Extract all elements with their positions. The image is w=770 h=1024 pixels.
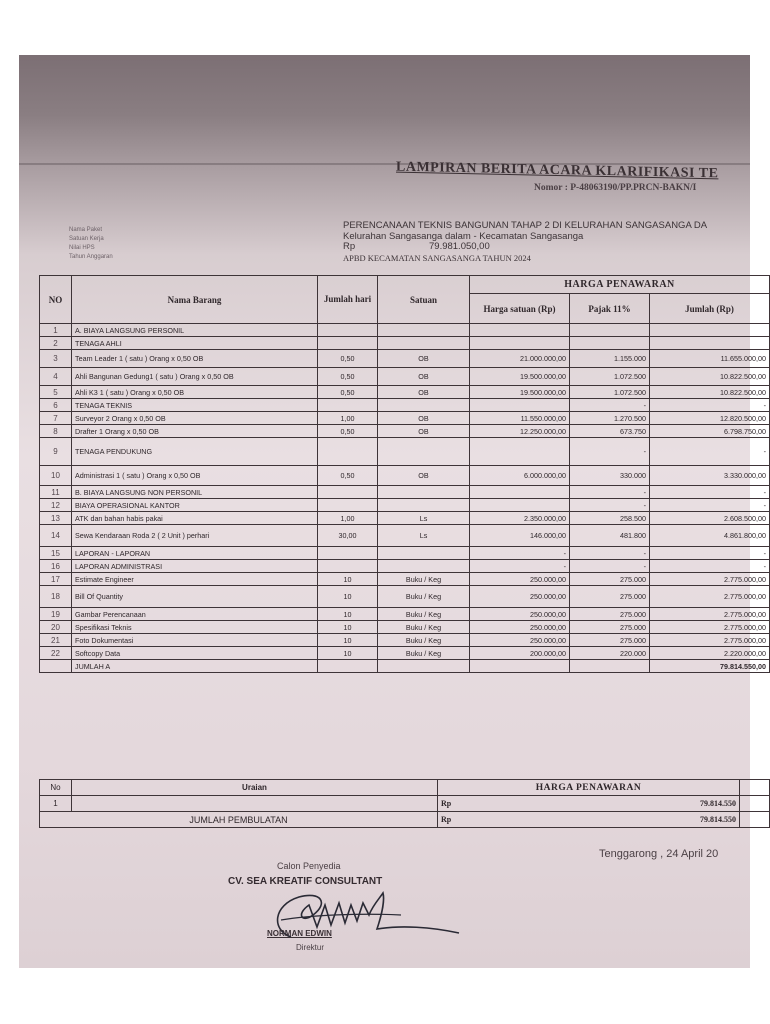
jumlah-cell: 79.814.550,00 <box>650 660 770 673</box>
pajak-cell: 1.155.000 <box>570 350 650 368</box>
summary-edge-cell <box>740 812 770 828</box>
pajak-cell <box>570 660 650 673</box>
item-name-cell: LAPORAN ADMINISTRASI <box>72 560 318 573</box>
jumlah-hari-cell: 1,00 <box>318 512 378 525</box>
satuan-cell <box>378 660 470 673</box>
jumlah-cell: - <box>650 486 770 499</box>
meta-label: Nilai HPS <box>69 245 95 251</box>
table-row <box>40 438 770 466</box>
tahun-anggaran: APBD KECAMATAN SANGASANGA TAHUN 2024 <box>343 252 531 263</box>
jumlah-cell: 12.820.500,00 <box>650 412 770 425</box>
jumlah-hari-cell: 0,50 <box>318 368 378 386</box>
row-number-cell: 8 <box>40 425 72 438</box>
row-number-cell: 17 <box>40 573 72 586</box>
jumlah-cell: 2.220.000,00 <box>650 647 770 660</box>
item-name-cell: Softcopy Data <box>72 647 318 660</box>
satuan-cell <box>378 560 470 573</box>
harga-satuan-cell <box>470 499 570 512</box>
harga-satuan-cell: 11.550.000,00 <box>470 412 570 425</box>
table-body <box>40 324 770 673</box>
hps-value: 79.981.050,00 <box>429 241 490 252</box>
item-name-cell: Surveyor 2 Orang x 0,50 OB <box>72 412 318 425</box>
satuan-cell: Ls <box>378 512 470 525</box>
jumlah-cell <box>650 337 770 350</box>
jumlah-hari-cell: 0,50 <box>318 466 378 486</box>
pajak-cell: 220.000 <box>570 647 650 660</box>
nilai-hps <box>343 242 707 253</box>
item-name-cell: JUMLAH A <box>72 660 318 673</box>
pembulatan-value: 79.814.550 <box>462 812 740 828</box>
satuan-cell: OB <box>378 368 470 386</box>
satuan-cell: Buku / Keg <box>378 608 470 621</box>
jumlah-hari-cell <box>318 486 378 499</box>
satuan-cell: Buku / Keg <box>378 634 470 647</box>
document-title: LAMPIRAN BERITA ACARA KLARIFIKASI TE <box>396 159 719 182</box>
pajak-cell <box>570 324 650 337</box>
jumlah-cell: 2.608.500,00 <box>650 512 770 525</box>
satuan-cell: Buku / Keg <box>378 647 470 660</box>
satuan-cell <box>378 438 470 466</box>
item-name-cell: Bill Of Quantity <box>72 586 318 608</box>
summary-header-harga: HARGA PENAWARAN <box>438 780 740 796</box>
pajak-cell: - <box>570 399 650 412</box>
summary-header-uraian: Uraian <box>72 780 438 796</box>
satuan-cell: Buku / Keg <box>378 586 470 608</box>
jumlah-hari-cell: 10 <box>318 634 378 647</box>
item-name-cell: Team Leader 1 ( satu ) Orang x 0,50 OB <box>72 350 318 368</box>
table-row <box>40 586 770 608</box>
table-row <box>40 634 770 647</box>
row-number-cell: 10 <box>40 466 72 486</box>
item-name-cell: Estimate Engineer <box>72 573 318 586</box>
jumlah-cell: - <box>650 547 770 560</box>
pajak-cell: - <box>570 486 650 499</box>
harga-satuan-cell: 200.000,00 <box>470 647 570 660</box>
header-harga-satuan: Harga satuan (Rp) <box>470 294 570 324</box>
harga-satuan-cell <box>470 324 570 337</box>
satuan-cell: OB <box>378 466 470 486</box>
summary-table <box>39 779 770 828</box>
table-row <box>40 386 770 399</box>
table-row <box>40 608 770 621</box>
harga-satuan-cell: - <box>470 547 570 560</box>
jumlah-hari-cell: 0,50 <box>318 350 378 368</box>
pajak-cell: - <box>570 438 650 466</box>
harga-satuan-cell <box>470 660 570 673</box>
summary-edge-cell <box>740 796 770 812</box>
place-date: Tenggarong , 24 April 20 <box>599 848 719 860</box>
harga-satuan-cell <box>470 399 570 412</box>
jumlah-cell: 3.330.000,00 <box>650 466 770 486</box>
harga-satuan-cell <box>470 486 570 499</box>
meta-label: Tahun Anggaran <box>69 254 113 260</box>
jumlah-hari-cell: 1,00 <box>318 412 378 425</box>
harga-satuan-cell: 19.500.000,00 <box>470 368 570 386</box>
pajak-cell: 275.000 <box>570 573 650 586</box>
harga-satuan-cell: 12.250.000,00 <box>470 425 570 438</box>
jumlah-cell: - <box>650 499 770 512</box>
jumlah-hari-cell <box>318 560 378 573</box>
row-number-cell: 2 <box>40 337 72 350</box>
satuan-cell <box>378 324 470 337</box>
row-number-cell: 19 <box>40 608 72 621</box>
row-number-cell: 15 <box>40 547 72 560</box>
jumlah-cell: 2.775.000,00 <box>650 573 770 586</box>
item-name-cell: Sewa Kendaraan Roda 2 ( 2 Unit ) perhari <box>72 525 318 547</box>
meta-label: Nama Paket <box>69 227 103 233</box>
pajak-cell: - <box>570 499 650 512</box>
jumlah-hari-cell: 10 <box>318 586 378 608</box>
item-name-cell: Ahli K3 1 ( satu ) Orang x 0,50 OB <box>72 386 318 399</box>
jumlah-pembulatan-label: JUMLAH PEMBULATAN <box>40 812 438 828</box>
header-satuan: Satuan <box>378 276 470 324</box>
row-number-cell <box>40 660 72 673</box>
hps-currency: Rp <box>343 241 356 252</box>
summary-row-value: 79.814.550 <box>462 796 740 812</box>
table-row <box>40 368 770 386</box>
item-name-cell: BIAYA OPERASIONAL KANTOR <box>72 499 318 512</box>
table-row <box>40 412 770 425</box>
summary-edge-cell <box>740 780 770 796</box>
pajak-cell: 275.000 <box>570 634 650 647</box>
jumlah-hari-cell <box>318 547 378 560</box>
satuan-cell: OB <box>378 350 470 368</box>
jumlah-hari-cell <box>318 438 378 466</box>
table-row <box>40 337 770 350</box>
row-number-cell: 13 <box>40 512 72 525</box>
jumlah-cell: 10.822.500,00 <box>650 386 770 399</box>
jumlah-cell: 2.775.000,00 <box>650 586 770 608</box>
satuan-cell <box>378 337 470 350</box>
row-number-cell: 14 <box>40 525 72 547</box>
table-row <box>40 621 770 634</box>
harga-satuan-cell: 2.350.000,00 <box>470 512 570 525</box>
satuan-cell: Buku / Keg <box>378 621 470 634</box>
table-row <box>40 486 770 499</box>
item-name-cell: TENAGA AHLI <box>72 337 318 350</box>
harga-satuan-cell: 250.000,00 <box>470 634 570 647</box>
summary-row-currency: Rp <box>438 796 462 812</box>
calon-penyedia-label: Calon Penyedia <box>277 861 341 871</box>
jumlah-cell: 2.775.000,00 <box>650 608 770 621</box>
nama-paket: PERENCANAAN TEKNIS BANGUNAN TAHAP 2 DI KELURAHAN SANGASANGA DA <box>343 220 708 231</box>
harga-satuan-cell: 250.000,00 <box>470 621 570 634</box>
jumlah-hari-cell: 10 <box>318 647 378 660</box>
item-name-cell: Drafter 1 Orang x 0,50 OB <box>72 425 318 438</box>
harga-satuan-cell: 250.000,00 <box>470 608 570 621</box>
signatory-name: NORMAN EDWIN <box>267 929 332 938</box>
satuan-cell <box>378 399 470 412</box>
satuan-cell <box>378 486 470 499</box>
header-no: NO <box>40 276 72 324</box>
table-row <box>40 547 770 560</box>
row-number-cell: 4 <box>40 368 72 386</box>
price-table <box>39 275 770 673</box>
table-row <box>40 525 770 547</box>
pajak-cell: 275.000 <box>570 608 650 621</box>
summary-row-no: 1 <box>40 796 72 812</box>
jumlah-hari-cell: 10 <box>318 573 378 586</box>
jumlah-cell: 4.861.800,00 <box>650 525 770 547</box>
meta-values <box>343 221 707 263</box>
table-row <box>40 573 770 586</box>
row-number-cell: 20 <box>40 621 72 634</box>
header-pajak: Pajak 11% <box>570 294 650 324</box>
jumlah-hari-cell: 10 <box>318 621 378 634</box>
item-name-cell: TENAGA PENDUKUNG <box>72 438 318 466</box>
harga-satuan-cell: 6.000.000,00 <box>470 466 570 486</box>
satuan-cell: Ls <box>378 525 470 547</box>
pembulatan-currency: Rp <box>438 812 462 828</box>
harga-satuan-cell: 146.000,00 <box>470 525 570 547</box>
row-number-cell: 1 <box>40 324 72 337</box>
row-number-cell: 22 <box>40 647 72 660</box>
table-row <box>40 560 770 573</box>
item-name-cell: A. BIAYA LANGSUNG PERSONIL <box>72 324 318 337</box>
header-jumlah-hari: Jumlah hari <box>318 276 378 324</box>
item-name-cell: ATK dan bahan habis pakai <box>72 512 318 525</box>
pajak-cell: 275.000 <box>570 586 650 608</box>
table-row <box>40 350 770 368</box>
harga-satuan-cell: 21.000.000,00 <box>470 350 570 368</box>
company-name: CV. SEA KREATIF CONSULTANT <box>228 876 383 887</box>
satuan-cell: OB <box>378 425 470 438</box>
jumlah-cell <box>650 324 770 337</box>
row-number-cell: 9 <box>40 438 72 466</box>
meta-label: Satuan Kerja <box>69 236 104 242</box>
jumlah-hari-cell <box>318 399 378 412</box>
header-nama-barang: Nama Barang <box>72 276 318 324</box>
row-number-cell: 5 <box>40 386 72 399</box>
jumlah-hari-cell <box>318 324 378 337</box>
jumlah-cell: 10.822.500,00 <box>650 368 770 386</box>
pajak-cell: - <box>570 560 650 573</box>
jumlah-hari-cell: 0,50 <box>318 386 378 399</box>
document-page <box>19 55 766 968</box>
jumlah-hari-cell: 10 <box>318 608 378 621</box>
item-name-cell: Ahli Bangunan Gedung1 ( satu ) Orang x 0,50 OB <box>72 368 318 386</box>
item-name-cell: Foto Dokumentasi <box>72 634 318 647</box>
row-number-cell: 3 <box>40 350 72 368</box>
header-harga-penawaran: HARGA PENAWARAN <box>470 276 770 294</box>
summary-header-no: No <box>40 780 72 796</box>
jumlah-cell: 2.775.000,00 <box>650 634 770 647</box>
row-number-cell: 6 <box>40 399 72 412</box>
row-number-cell: 11 <box>40 486 72 499</box>
table-row <box>40 399 770 412</box>
jumlah-cell: - <box>650 438 770 466</box>
harga-satuan-cell: 19.500.000,00 <box>470 386 570 399</box>
harga-satuan-cell: - <box>470 560 570 573</box>
harga-satuan-cell <box>470 337 570 350</box>
row-number-cell: 7 <box>40 412 72 425</box>
row-number-cell: 18 <box>40 586 72 608</box>
pajak-cell: 258.500 <box>570 512 650 525</box>
header-jumlah: Jumlah (Rp) <box>650 294 770 324</box>
pajak-cell: 481.800 <box>570 525 650 547</box>
item-name-cell: LAPORAN - LAPORAN <box>72 547 318 560</box>
table-row <box>40 425 770 438</box>
item-name-cell: Spesifikasi Teknis <box>72 621 318 634</box>
jumlah-cell: 11.655.000,00 <box>650 350 770 368</box>
harga-satuan-cell: 250.000,00 <box>470 586 570 608</box>
row-number-cell: 16 <box>40 560 72 573</box>
jumlah-cell: 2.775.000,00 <box>650 621 770 634</box>
harga-satuan-cell <box>470 438 570 466</box>
row-number-cell: 12 <box>40 499 72 512</box>
pajak-cell: 1.270.500 <box>570 412 650 425</box>
table-row <box>40 324 770 337</box>
harga-satuan-cell: 250.000,00 <box>470 573 570 586</box>
item-name-cell: B. BIAYA LANGSUNG NON PERSONIL <box>72 486 318 499</box>
meta-labels <box>69 226 113 262</box>
jumlah-hari-cell <box>318 660 378 673</box>
jumlah-hari-cell <box>318 499 378 512</box>
jumlah-hari-cell <box>318 337 378 350</box>
jumlah-hari-cell: 0,50 <box>318 425 378 438</box>
pajak-cell: 330.000 <box>570 466 650 486</box>
signatory-role: Direktur <box>296 943 325 952</box>
item-name-cell: Administrasi 1 ( satu ) Orang x 0,50 OB <box>72 466 318 486</box>
item-name-cell: TENAGA TEKNIS <box>72 399 318 412</box>
satuan-cell: Buku / Keg <box>378 573 470 586</box>
jumlah-cell: - <box>650 560 770 573</box>
satuan-cell <box>378 499 470 512</box>
jumlah-hari-cell: 30,00 <box>318 525 378 547</box>
summary-row-uraian <box>72 796 438 812</box>
pajak-cell <box>570 337 650 350</box>
jumlah-cell: - <box>650 399 770 412</box>
table-row <box>40 466 770 486</box>
satuan-cell <box>378 547 470 560</box>
pajak-cell: 1.072.500 <box>570 368 650 386</box>
document-number: Nomor : P-48063190/PP.PRCN-BAKN/I <box>534 183 697 193</box>
pajak-cell: 1.072.500 <box>570 386 650 399</box>
pajak-cell: 275.000 <box>570 621 650 634</box>
item-name-cell: Gambar Perencanaan <box>72 608 318 621</box>
jumlah-cell: 6.798.750,00 <box>650 425 770 438</box>
table-row <box>40 647 770 660</box>
table-row <box>40 499 770 512</box>
pajak-cell: - <box>570 547 650 560</box>
satuan-kerja: Kelurahan Sangasanga dalam - Kecamatan Sangasanga <box>343 230 584 242</box>
table-row <box>40 512 770 525</box>
pajak-cell: 673.750 <box>570 425 650 438</box>
table-row <box>40 660 770 673</box>
satuan-cell: OB <box>378 386 470 399</box>
satuan-cell: OB <box>378 412 470 425</box>
row-number-cell: 21 <box>40 634 72 647</box>
